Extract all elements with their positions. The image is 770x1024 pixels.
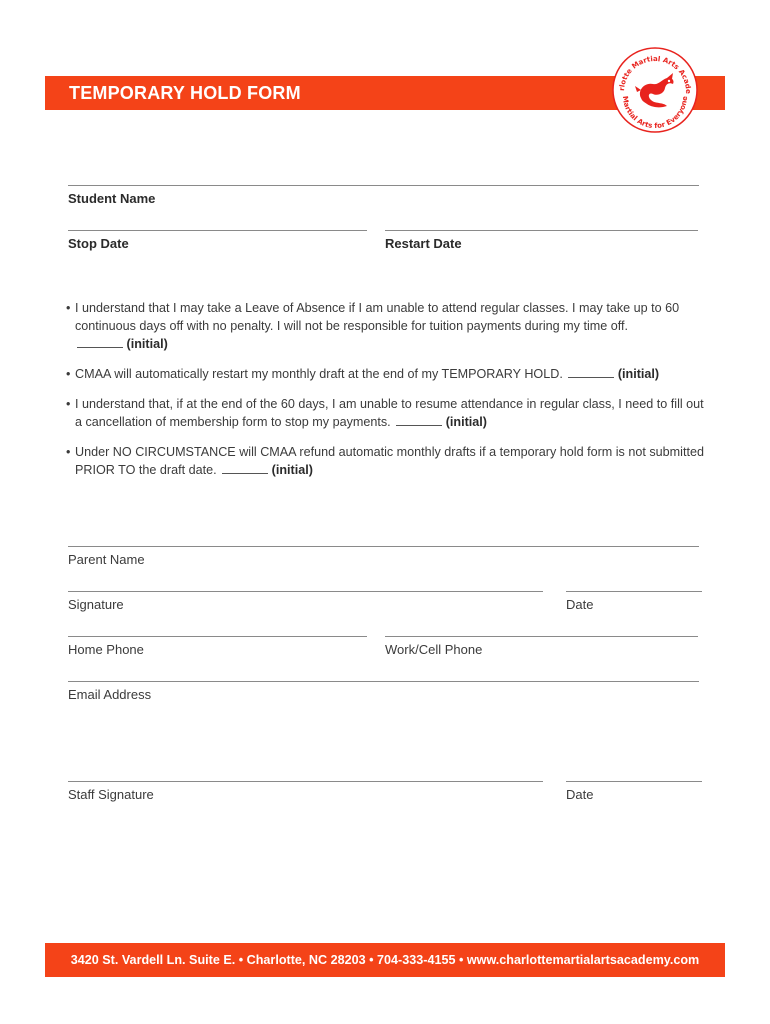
email-line xyxy=(68,681,699,682)
page-title: TEMPORARY HOLD FORM xyxy=(69,83,301,103)
home-phone-field[interactable] xyxy=(68,636,367,657)
initial-label: (initial) xyxy=(445,415,487,429)
logo-bottom-text: Martial Arts for Everyone xyxy=(620,95,690,131)
term-item: • CMAA will automatically restart my monthly draft at the end of my TEMPORARY HOLD. (initial) xyxy=(66,367,660,381)
staff-signature-label: Staff Signature xyxy=(68,787,154,802)
initial-blank[interactable] xyxy=(222,462,268,474)
restart-date-line xyxy=(385,230,698,231)
stop-date-line xyxy=(68,230,367,231)
stop-date-label: Stop Date xyxy=(68,236,129,251)
student-name-label: Student Name xyxy=(68,191,156,206)
initial-blank[interactable] xyxy=(77,336,123,348)
staff-signature-field[interactable] xyxy=(68,781,543,802)
restart-date-field[interactable] xyxy=(385,230,698,251)
date-field[interactable] xyxy=(566,591,702,612)
initial-blank[interactable] xyxy=(568,366,614,378)
initial-label: (initial) xyxy=(617,367,660,381)
parent-name-line xyxy=(68,546,699,547)
terms-list xyxy=(66,299,706,491)
staff-date-field[interactable] xyxy=(566,781,702,802)
logo-top-text: rlotte Martial Arts Acade xyxy=(617,54,693,94)
parent-name-label: Parent Name xyxy=(68,552,145,567)
footer-address: 3420 St. Vardell Ln. Suite E. • Charlotte, NC 28203 • 704-333-4155 • www.charlottemartialartsacademy.com xyxy=(70,953,700,967)
signature-field[interactable] xyxy=(68,591,543,612)
student-name-field[interactable] xyxy=(68,185,699,206)
staff-date-label: Date xyxy=(566,787,594,802)
signature-line xyxy=(68,591,543,592)
email-field[interactable] xyxy=(68,681,699,702)
home-phone-line xyxy=(68,636,367,637)
footer-bar xyxy=(45,943,725,977)
staff-date-line xyxy=(566,781,702,782)
student-name-line xyxy=(68,185,699,186)
signature-label: Signature xyxy=(68,597,124,612)
initial-label: (initial) xyxy=(271,463,313,477)
term-text: Under NO CIRCUMSTANCE will CMAA refund automatic monthly drafts if a temporary hold form is not submitted PRIOR TO the draft date. xyxy=(75,445,704,477)
term-text: I understand that, if at the end of the 60 days, I am unable to resume attendance in regular class, I need to fill out a cancellation of membership form to stop my payments. xyxy=(75,397,704,429)
logo-seal xyxy=(611,46,699,134)
staff-signature-line xyxy=(68,781,543,782)
email-label: Email Address xyxy=(68,687,152,702)
academy-logo xyxy=(611,46,699,134)
term-text: CMAA will automatically restart my monthly draft at the end of my TEMPORARY HOLD. xyxy=(75,367,563,381)
home-phone-label: Home Phone xyxy=(68,642,144,657)
term-item: • I understand that I may take a Leave of Absence if I am unable to attend regular classes. I may take up to 60 continuous days off with no penalty. I will not be responsible for tuition payments during my time off. (initial) xyxy=(66,301,680,351)
stop-date-field[interactable] xyxy=(68,230,367,251)
initial-blank[interactable] xyxy=(396,414,442,426)
term-text: I understand that I may take a Leave of Absence if I am unable to attend regular classes. I may take up to 60 continuous days off with no penalty. I will not be responsible for tuition payments during my time off. xyxy=(75,301,680,333)
term-item: • Under NO CIRCUMSTANCE will CMAA refund automatic monthly drafts if a temporary hold form is not submitted PRIOR TO the draft date. (initial) xyxy=(66,445,704,477)
work-phone-line xyxy=(385,636,698,637)
work-phone-label: Work/Cell Phone xyxy=(385,642,483,657)
term-item: • I understand that, if at the end of the 60 days, I am unable to resume attendance in regular class, I need to fill out a cancellation of membership form to stop my payments. (initial) xyxy=(66,397,704,429)
date-line xyxy=(566,591,702,592)
date-label: Date xyxy=(566,597,594,612)
parent-name-field[interactable] xyxy=(68,546,699,567)
restart-date-label: Restart Date xyxy=(385,236,462,251)
work-phone-field[interactable] xyxy=(385,636,698,657)
initial-label: (initial) xyxy=(126,337,168,351)
